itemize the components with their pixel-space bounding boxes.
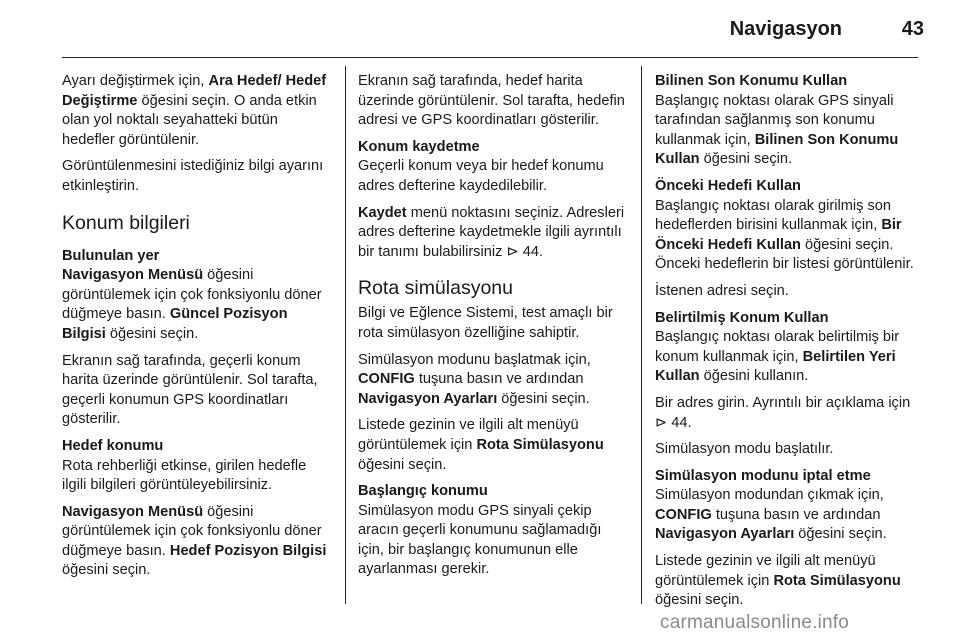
paragraph: Geçerli konum veya bir hedef konumu adres defterine kaydedilebilir. xyxy=(358,158,604,194)
paragraph: Başlangıç noktası olarak girilmiş son hedeflerden birisini kullanmak için, Bir Önceki Hedefi Kullan öğesini seçin. Önceki hedeflerin bir listesi görüntülenir. xyxy=(655,197,914,273)
paragraph: Simülasyon modu başlatılır. xyxy=(655,441,834,458)
column-3 xyxy=(655,72,925,618)
page-header xyxy=(0,0,960,60)
paragraph: Listede gezinin ve ilgili alt menüyü görüntülemek için Rota Simülasyonu öğesini seçin. xyxy=(655,553,901,609)
paragraph: Bilgi ve Eğlence Sistemi, test amaçlı bir rota simülasyon özelliğine sahiptir. xyxy=(358,305,613,341)
column-divider xyxy=(345,66,346,604)
paragraph: Başlangıç noktası olarak GPS sinyali tarafından sağlanmış son konumu kullanmak için, Bilinen Son Konumu Kullan öğesini seçin. xyxy=(655,92,899,168)
paragraph: Navigasyon Menüsü öğesini görüntülemek için çok fonksiyonlu döner düğmeye basın. Hedef Pozisyon Bilgisi öğesini seçin. xyxy=(62,503,327,579)
subheading: Bilinen Son Konumu Kullan xyxy=(655,73,848,89)
subheading: Hedef konumu xyxy=(62,437,164,454)
watermark: carmanualsonline.info xyxy=(660,612,850,633)
paragraph: Rota rehberliği etkinse, girilen hedefle ilgili bilgileri görüntüleyebilirsiniz. xyxy=(62,457,307,494)
paragraph: Ayarı değiştirmek için, Ara Hedef/ Hedef Değiştirme öğesini seçin. O anda etkin olan yol noktalı seyahatteki bütün hedefler görüntülenir. xyxy=(62,73,327,148)
paragraph: Ekranın sağ tarafında, hedef harita üzerinde görüntülenir. Sol tarafta, hedefin adresi ve GPS koordinatları gösterilir. xyxy=(358,73,625,129)
paragraph: Navigasyon Menüsü öğesini görüntülemek için çok fonksiyonlu döner düğmeye basın. Güncel Pozisyon Bilgisi öğesini seçin. xyxy=(62,267,322,342)
paragraph: Simülasyon modundan çıkmak için, CONFIG tuşuna basın ve ardından Navigasyon Ayarları öğesini seçin. xyxy=(655,487,887,543)
column-divider xyxy=(641,66,642,604)
header-rule xyxy=(62,57,918,58)
paragraph: Görüntülenmesini istediğiniz bilgi ayarını etkinleştirin. xyxy=(62,158,324,194)
column-1 xyxy=(62,72,334,588)
page-reference-icon: ⊳ xyxy=(655,414,668,431)
subheading: Belirtilmiş Konum Kullan xyxy=(655,309,829,326)
subheading: Başlangıç konumu xyxy=(358,483,488,500)
paragraph: Kaydet menü noktasını seçiniz. Adresleri adres defterine kaydetmekle ilgili ayrıntılı bir tanımı bulabilirsiniz ⊳ 44. xyxy=(358,204,625,260)
page-reference-icon: ⊳ xyxy=(506,243,519,260)
subheading: Bulunulan yer xyxy=(62,247,160,264)
subheading: Konum kaydetme xyxy=(358,138,480,155)
subheading: Simülasyon modunu iptal etme xyxy=(655,467,871,484)
paragraph: Bir adres girin. Ayrıntılı bir açıklama için ⊳ 44. xyxy=(655,394,911,431)
column-2 xyxy=(358,72,628,587)
section-heading: Rota simülasyonu xyxy=(358,277,513,300)
paragraph: İstenen adresi seçin. xyxy=(655,282,789,299)
section-heading: Konum bilgileri xyxy=(62,211,190,234)
paragraph: Simülasyon modu GPS sinyali çekip aracın geçerli konumunu sağlamadığı için, bir başlangıç konumunun elle ayarlanması gerekir. xyxy=(358,502,602,578)
subheading: Önceki Hedefi Kullan xyxy=(655,177,801,194)
page-title: Navigasyon xyxy=(729,18,842,40)
paragraph: Başlangıç noktası olarak belirtilmiş bir konum kullanmak için, Belirtilen Yeri Kullan öğesini kullanın. xyxy=(655,329,900,385)
page-number: 43 xyxy=(901,18,924,40)
paragraph: Listede gezinin ve ilgili alt menüyü görüntülemek için Rota Simülasyonu öğesini seçin. xyxy=(358,417,604,473)
paragraph: Ekranın sağ tarafında, geçerli konum harita üzerinde görüntülenir. Sol tarafta, geçerli konumun GPS koordinatları gösterilir. xyxy=(62,352,318,428)
paragraph: Simülasyon modunu başlatmak için, CONFIG tuşuna basın ve ardından Navigasyon Ayarları öğesini seçin. xyxy=(358,351,591,407)
